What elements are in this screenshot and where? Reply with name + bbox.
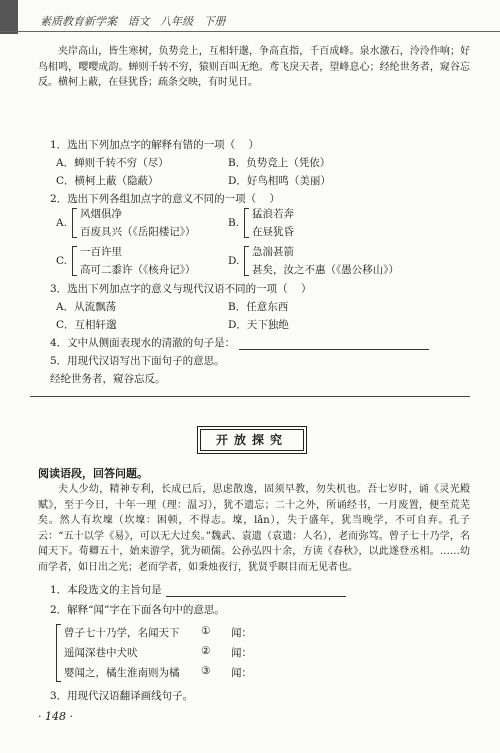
wen-sentence: 遥闻深巷中犬吠 xyxy=(64,647,138,659)
q2-d-line1: 急湍甚箭 xyxy=(252,246,294,258)
q2-a-line1: 风烟俱净 xyxy=(80,208,122,220)
q3-stem: 3．选出下列加点字的意义与现代汉语不同的一项（ ） xyxy=(50,283,312,295)
reading-text: 夫人少幼，精神专利，长成已后，思虑散逸，固须早教，勿失机也。吾七岁时，诵《灵光殿赋》，至于今日，十年一理（理：温习），犹不遗忘；二十之外，所诵经书，一月废置，便至荒芜矣。然人有坎壈（坎壈：困顿，不得志。壈，lǎn），失于盛年，犹当晚学，不可自弃。孔子云：“五十以学《易》，可以无大过矣。”魏武、袁遗（袁遗：人名），老而弥笃。曾子七十乃学，名闻天下。荀卿五十，始来游学，犹为硕儒。公孙弘四十余，方读《春秋》，以此遂登丞相。……幼而学者，如日出之光；老而学者，如秉烛夜行，犹贤乎瞑目而无见者也。 xyxy=(38,484,470,573)
q1-stem: 1．选出下列加点字的解释有错的一项（ ） xyxy=(50,139,260,151)
q1-option-c: C．横柯上蔽（隐蔽） xyxy=(56,175,159,187)
wen-num: ② xyxy=(201,645,211,657)
q2-brace-a xyxy=(72,208,77,238)
q2-b-line2: 在昼犹昏 xyxy=(252,226,294,238)
passage-text: 夹岸高山，皆生寒树，负势竞上，互相轩邈，争高直指，千百成峰。泉水激石，泠泠作响；好鸟相鸣，嘤嘤成韵。蝉则千转不穷，猿则百叫无绝。鸢飞戾天者，望峰息心；经纶世务者，窥谷忘反。横柯上蔽，在昼犹昏；疏条交映，有时见日。 xyxy=(38,46,470,88)
wen-sentence: 婴闻之，橘生淮南则为橘 xyxy=(64,667,180,679)
reading-passage xyxy=(38,482,470,575)
q2-brace-b xyxy=(244,208,249,238)
q4-answer-line[interactable] xyxy=(239,339,429,350)
q3-option-d: D．天下独绝 xyxy=(228,319,289,331)
reading-q3: 3．用现代汉语翻译画线句子。 xyxy=(50,690,194,702)
q5-stem: 5．用现代汉语写出下面句子的意思。 xyxy=(50,355,225,367)
wen-sentence: 曾子七十乃学，名闻天下 xyxy=(64,627,180,639)
q3-option-a: A．从流飘荡 xyxy=(56,301,117,313)
header-bar xyxy=(0,0,18,34)
q3-option-b: B．任意东西 xyxy=(228,301,289,313)
header-divider xyxy=(0,31,500,32)
answer-rule xyxy=(30,396,470,397)
q1-option-d: D．好鸟相鸣（美丽） xyxy=(228,175,331,187)
q2-b-line1: 猛浪若奔 xyxy=(252,208,294,220)
q5-sentence: 经纶世务者，窥谷忘反。 xyxy=(50,373,166,385)
reading-q2-stem: 2．解释“闻”字在下面各句中的意思。 xyxy=(50,604,225,616)
q2-brace-c xyxy=(72,246,77,276)
q2-label-c: C. xyxy=(56,255,67,267)
wen-row xyxy=(56,642,276,662)
q2-a-line2: 百废具兴（《岳阳楼记》） xyxy=(80,226,196,238)
page-number: · 148 · xyxy=(38,710,73,723)
q2-d-line2: 甚矣，汝之不惠（《愚公移山》） xyxy=(252,264,399,276)
q2-c-line2: 高可二黍许（《核舟记》） xyxy=(80,264,196,276)
q2-label-a: A. xyxy=(56,217,67,229)
reading-q1 xyxy=(50,582,346,597)
q4 xyxy=(50,335,429,350)
q2-c-line1: 一百许里 xyxy=(80,246,122,258)
header-title: 素质教育新学案 语文 八年级 下册 xyxy=(40,15,226,28)
q2-stem: 2．选出下列各组加点字的意义不同的一项（ ） xyxy=(50,193,281,205)
q1-option-b: B．负势竞上（凭依） xyxy=(228,157,331,169)
passage xyxy=(38,44,470,91)
reading-q1-text: 1．本段选文的主旨句是 xyxy=(50,584,162,596)
section-title-box xyxy=(197,426,307,454)
q2-label-b: B. xyxy=(228,217,240,229)
wen-num: ① xyxy=(201,625,211,637)
q3-option-c: C．互相轩邈 xyxy=(56,319,117,331)
q2-label-d: D. xyxy=(228,255,240,267)
wen-row xyxy=(56,662,276,682)
wen-label: 闻： xyxy=(231,647,252,659)
wen-label: 闻： xyxy=(231,667,252,679)
wen-row xyxy=(56,622,276,642)
q2-brace-d xyxy=(244,246,249,276)
q1-option-a: A．蝉则千转不穷（尽） xyxy=(56,157,169,169)
page-header xyxy=(0,0,500,34)
reading-q1-answer-line[interactable] xyxy=(166,586,346,597)
wen-table xyxy=(56,622,276,682)
reading-instruction: 阅读语段，回答问题。 xyxy=(38,467,148,480)
wen-num: ③ xyxy=(201,665,211,677)
wen-label: 闻： xyxy=(231,627,252,639)
section-title: 开放探究 xyxy=(200,429,304,451)
q4-text: 4．文中从侧面表现水的清澈的句子是： xyxy=(50,337,236,349)
